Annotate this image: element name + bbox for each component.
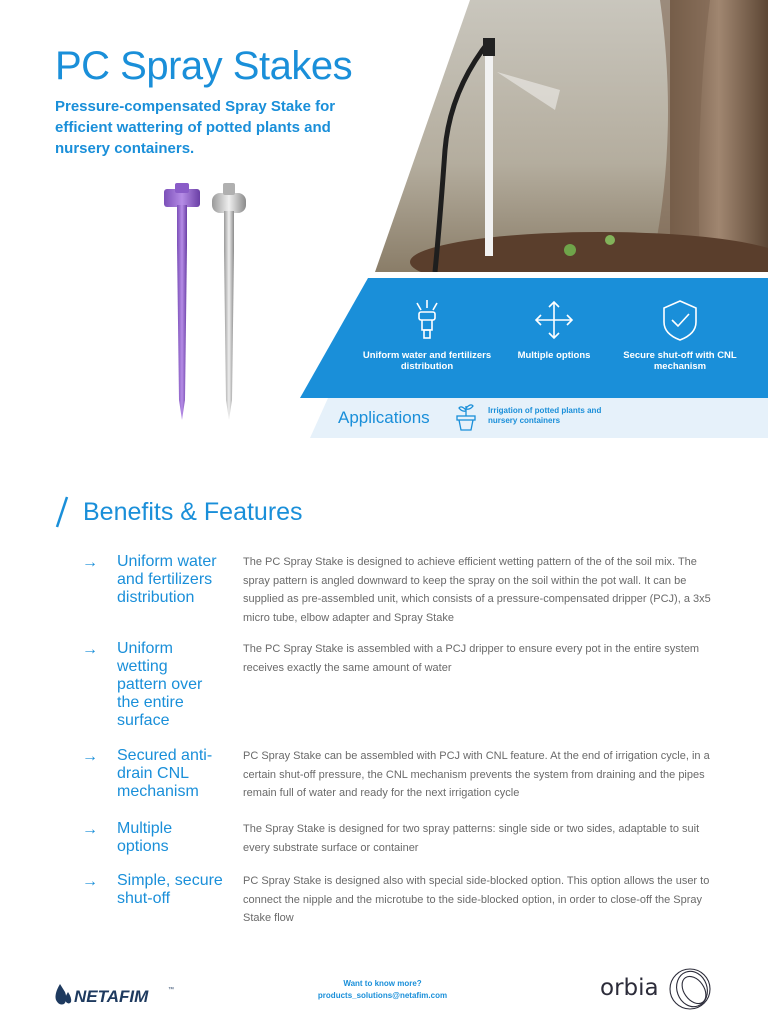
feature-multiple-options <box>489 298 619 361</box>
potted-plant-icon <box>455 402 477 432</box>
feature-label: Multiple options <box>517 350 591 361</box>
orbia-wordmark: orbia <box>600 975 659 1001</box>
benefit-label: Secured anti-drain CNL mechanism <box>117 747 213 800</box>
benefit-label: Uniform wetting pattern over the entire surface <box>117 640 203 729</box>
feature-secure-shutoff <box>615 298 745 372</box>
arrow-right-icon: → <box>82 641 98 658</box>
feature-label: Secure shut-off with CNL mechanism <box>623 350 737 372</box>
netafim-logo <box>52 978 182 1008</box>
contact-email-link[interactable]: products_solutions@netafim.com <box>317 991 448 1000</box>
sprinkler-icon <box>405 298 449 342</box>
section-title: Benefits & Features <box>83 498 303 526</box>
benefit-description: PC Spray Stake is designed also with special side-blocked option. This option allows the user to connect the nipple and the microtube to the side-blocked option, in order to close-off the Spray Stake flow <box>243 875 710 924</box>
four-arrows-icon <box>532 298 576 342</box>
page-title: PC Spray Stakes <box>55 44 353 88</box>
orbia-logo-icon <box>665 966 715 1012</box>
page-subtitle: Pressure-compensated Spray Stake for efficient wattering of potted plants and nursery containers. <box>55 98 336 157</box>
arrow-right-icon: → <box>82 873 98 890</box>
shield-check-icon <box>658 298 702 342</box>
benefit-label: Simple, secure shut-off <box>117 872 223 907</box>
section-slash-mark <box>55 495 69 529</box>
benefit-label: Multiple options <box>117 820 173 855</box>
arrow-right-icon: → <box>82 748 98 765</box>
arrow-right-icon: → <box>82 554 98 571</box>
contact-prompt: Want to know more? <box>343 979 422 988</box>
applications-text: Irrigation of potted plants and nursery containers <box>488 406 602 425</box>
contact-info <box>300 978 465 1002</box>
benefit-description: The PC Spray Stake is assembled with a PCJ dripper to ensure every pot in the entire system receives exactly the same amount of water <box>243 643 700 674</box>
benefit-description: The PC Spray Stake is designed to achieve efficient wetting pattern of the of the soil mix. The spray pattern is angled downward to keep the spray on the soil within the pot wall. It can be supplied as pre-assembled unit, which consists of a pressure-compensated dripper (PCJ), a 3x5 micro tube, elbow adapter and Spray Stake <box>243 556 711 624</box>
benefit-label: Uniform water and fertilizers distribution <box>117 553 217 606</box>
arrow-right-icon: → <box>82 821 98 838</box>
benefit-description: PC Spray Stake can be assembled with PCJ with CNL feature. At the end of irrigation cycle, in a certain shut-off pressure, the CNL mechanism prevents the system from draining and the pipes remain full of water and ready for the next irrigation cycle <box>243 750 710 799</box>
trademark-symbol: ™ <box>168 987 174 993</box>
applications-title: Applications <box>338 408 430 427</box>
feature-label: Uniform water and fertilizers distribution <box>362 350 492 372</box>
feature-uniform-distribution <box>362 298 492 372</box>
netafim-wordmark: NETAFIM <box>74 987 149 1006</box>
benefit-description: The Spray Stake is designed for two spray patterns: single side or two sides, adaptable to suit every substrate surface or container <box>243 823 700 854</box>
spray-stakes-product-image <box>150 175 270 435</box>
